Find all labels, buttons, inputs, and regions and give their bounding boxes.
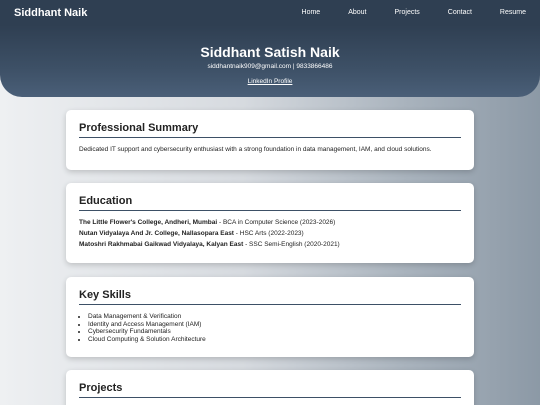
- nav-link-projects[interactable]: Projects: [394, 9, 420, 16]
- nav-link-about[interactable]: About: [348, 9, 367, 16]
- education-item: [79, 241, 461, 248]
- brand-logo[interactable]: Siddhant Naik: [14, 6, 88, 19]
- education-school: Matoshri Rakhmabai Gaikwad Vidyalaya, Kalyan East: [79, 241, 244, 248]
- summary-title: Professional Summary: [79, 122, 461, 138]
- nav-link-resume[interactable]: Resume: [499, 9, 526, 16]
- education-card: [66, 183, 474, 263]
- skills-card: [66, 277, 474, 357]
- linkedin-link[interactable]: LinkedIn Profile: [247, 78, 293, 85]
- education-detail: - SSC Semi-English (2020-2021): [243, 241, 340, 248]
- skill-item: • Cloud Computing & Solution Architecture: [88, 336, 461, 344]
- hero-name: Siddhant Satish Naik: [200, 44, 340, 60]
- education-detail: - HSC Arts (2022-2023): [233, 230, 304, 237]
- skill-item: • Cybersecurity Fundamentals: [88, 328, 461, 336]
- education-detail: - BCA in Computer Science (2023-2026): [217, 219, 336, 226]
- nav-links: [302, 9, 526, 16]
- projects-title: Projects: [79, 382, 461, 398]
- skill-item: • Identity and Access Management (IAM): [88, 321, 461, 329]
- projects-card: [66, 370, 474, 405]
- navbar: [0, 0, 540, 25]
- skill-item: • Data Management & Verification: [88, 313, 461, 321]
- education-title: Education: [79, 195, 461, 211]
- hero-header: [0, 25, 540, 97]
- hero-contact-info: siddhantnaik909@gmail.com | 9833866486: [207, 63, 333, 70]
- education-school: The Little Flower's College, Andheri, Mumbai: [79, 219, 218, 226]
- nav-link-contact[interactable]: Contact: [447, 9, 472, 16]
- skills-title: Key Skills: [79, 289, 461, 305]
- summary-card: [66, 110, 474, 170]
- skills-list: [79, 313, 461, 343]
- education-school: Nutan Vidyalaya And Jr. College, Nallasopara East: [79, 230, 234, 237]
- summary-text: Dedicated IT support and cybersecurity enthusiast with a strong foundation in data management, IAM, and cloud solutions.: [79, 146, 432, 153]
- nav-link-home[interactable]: Home: [301, 9, 321, 16]
- education-item: [79, 219, 461, 226]
- education-item: [79, 230, 461, 237]
